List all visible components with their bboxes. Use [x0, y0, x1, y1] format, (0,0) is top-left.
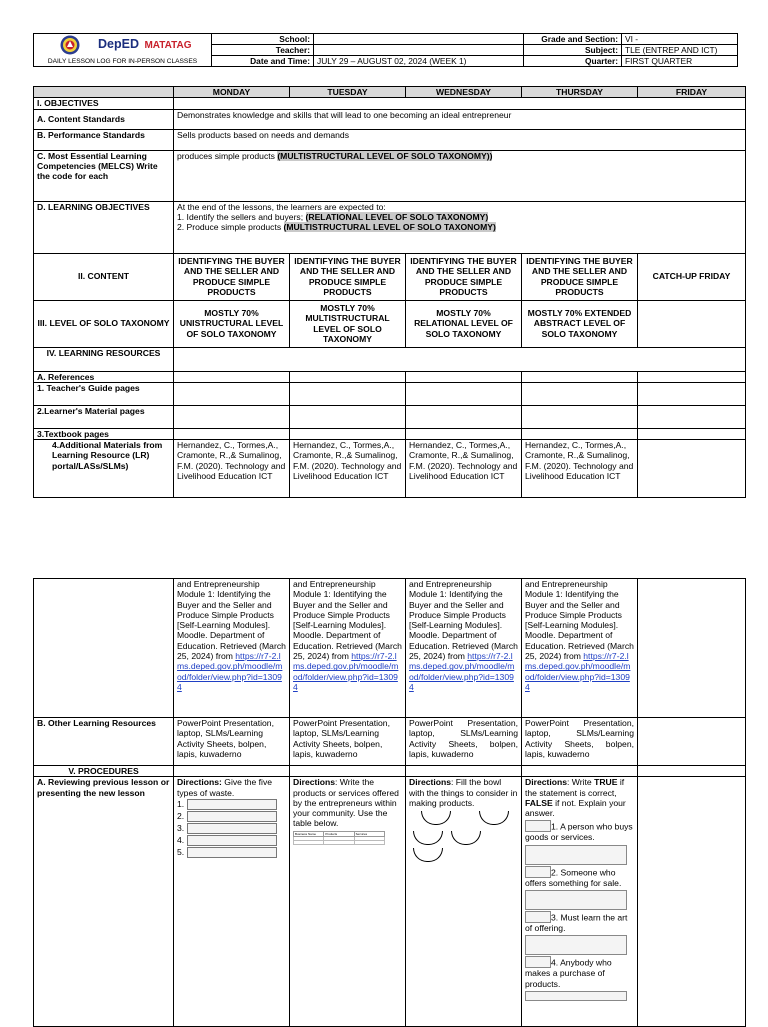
activity-monday: Directions: Give the five types of waste. 1. 2. 3. 4. 5.: [174, 777, 290, 1027]
tf-box-2[interactable]: [525, 866, 551, 878]
ref-link-monday[interactable]: https://r7-2.lms.deped.gov.ph/moodle/mod/folder/view.php?id=13094: [177, 651, 283, 692]
answer-box-5[interactable]: [187, 847, 277, 858]
additional-materials-label: 4.Additional Materials from Learning Resource (LR) portal/LASs/SLMs): [34, 440, 174, 498]
lo1-highlight: (RELATIONAL LEVEL OF SOLO TAXONOMY): [305, 211, 489, 222]
performance-standards: Sells products based on needs and demands: [174, 129, 746, 150]
answer-box-2[interactable]: [187, 811, 277, 822]
bowl-icon: [421, 811, 451, 825]
deped-seal-icon: [60, 35, 80, 55]
solo-wednesday: MOSTLY 70% RELATIONAL LEVEL OF SOLO TAXONOMY: [406, 300, 522, 347]
teacher-value: [314, 45, 524, 56]
content-label: II. CONTENT: [34, 253, 174, 300]
day-thursday: THURSDAY: [522, 87, 638, 98]
day-wednesday: WEDNESDAY: [406, 87, 522, 98]
answer-box-4[interactable]: [187, 835, 277, 846]
content-standards-label: A. Content Standards: [34, 109, 174, 129]
content-monday: IDENTIFYING THE BUYER AND THE SELLER AND PRODUCE SIMPLE PRODUCTS: [174, 253, 290, 300]
col-products: Products: [324, 831, 354, 836]
other-monday: PowerPoint Presentation, laptop, SLMs/Learning Activity Sheets, bolpen, lapis, kuwaderno: [174, 718, 290, 766]
textbook-label: 3.Textbook pages: [34, 428, 174, 439]
tf-box-3[interactable]: [525, 911, 551, 923]
school-label: School:: [212, 34, 314, 45]
lo2-highlight: (MULTISTRUCTURAL LEVEL OF SOLO TAXONOMY): [283, 222, 496, 233]
learning-objectives: At the end of the lessons, the learners are expected to: 1. Identify the sellers and buyers; (RELATIONAL LEVEL OF SOLO TAXONOMY) 2. Produce simple products (MULTISTRUCTURAL LEVEL OF SOLO TAXONOMY): [174, 201, 746, 253]
solo-tuesday: MOSTLY 70% MULTISTRUCTURAL LEVEL OF SOLO TAXONOMY: [290, 300, 406, 347]
bowl-icon: [451, 831, 481, 845]
content-tuesday: IDENTIFYING THE BUYER AND THE SELLER AND PRODUCE SIMPLE PRODUCTS: [290, 253, 406, 300]
solo-thursday: MOSTLY 70% EXTENDED ABSTRACT LEVEL OF SOLO TAXONOMY: [522, 300, 638, 347]
header-table: [33, 33, 738, 67]
procedures-label: V. PROCEDURES: [34, 766, 174, 777]
bowl-icon: [413, 831, 443, 845]
grade-label: Grade and Section:: [524, 34, 622, 45]
bowl-icon: [479, 811, 509, 825]
melcs-highlight: (MULTISTRUCTURAL LEVEL OF SOLO TAXONOMY)): [277, 150, 493, 161]
log-title: DAILY LESSON LOG FOR IN-PERSON CLASSES: [47, 58, 198, 65]
ref-tuesday-part2: and Entrepreneurship Module 1: Identifying the Buyer and the Seller and Produce Simple Products [Self-Learning Modules]. Moodle. Department of Education. Retrieved (March 25, 2024) from https://r7-2.lms.deped.gov.ph/moodle/mod/folder/view.php?id=13094: [290, 579, 406, 718]
col-services: Services: [354, 831, 384, 836]
review-lesson-label: A. Reviewing previous lesson or presenting the new lesson: [34, 777, 174, 1027]
explain-box-2[interactable]: [525, 890, 627, 910]
tf-box-4[interactable]: [525, 956, 551, 968]
performance-standards-label: B. Performance Standards: [34, 129, 174, 150]
explain-box-4[interactable]: [525, 991, 627, 1001]
ref-thursday-part1: Hernandez, C., Tormes,A., Cramonte, R.,& Sumalinog, F.M. (2020). Technology and Livelihood Education ICT: [522, 440, 638, 498]
dll-table-page-1: [33, 86, 746, 498]
school-value: [314, 34, 524, 45]
answer-box-3[interactable]: [187, 823, 277, 834]
col-business-name: Business Name: [294, 831, 324, 836]
bowl-icon: [413, 848, 443, 862]
blank-corner: [34, 87, 174, 98]
answer-box-1[interactable]: [187, 799, 277, 810]
melcs-cell: produces simple products (MULTISTRUCTURAL LEVEL OF SOLO TAXONOMY)): [174, 150, 746, 201]
learning-objectives-label: D. LEARNING OBJECTIVES: [34, 201, 174, 253]
brand-deped: DepED: [98, 37, 139, 51]
logo-block: [34, 34, 212, 67]
objectives-heading: I. OBJECTIVES: [34, 98, 174, 109]
ref-wednesday-part2: and Entrepreneurship Module 1: Identifying the Buyer and the Seller and Produce Simple Products [Self-Learning Modules]. Moodle. Department of Education. Retrieved (March 25, 2024) from https://r7-2.lms.deped.gov.ph/moodle/mod/folder/view.php?id=13094: [406, 579, 522, 718]
content-wednesday: IDENTIFYING THE BUYER AND THE SELLER AND PRODUCE SIMPLE PRODUCTS: [406, 253, 522, 300]
day-monday: MONDAY: [174, 87, 290, 98]
activity-wednesday: Directions: Fill the bowl with the things to consider in making products.: [406, 777, 522, 1027]
activity-thursday: Directions: Write TRUE if the statement is correct, FALSE if not. Explain your answer. 1. A person who buys goods or services. 2. Someone who offers something for sale. 3. Must learn the art of offering. 4. Anybody who makes a purchase of products.: [522, 777, 638, 1027]
day-tuesday: TUESDAY: [290, 87, 406, 98]
other-thursday: PowerPoint Presentation, laptop, SLMs/Learning Activity Sheets, bolpen, lapis, kuwaderno: [522, 718, 638, 766]
ref-monday-part2: and Entrepreneurship Module 1: Identifying the Buyer and the Seller and Produce Simple Products [Self-Learning Modules]. Moodle. Department of Education. Retrieved (March 25, 2024) from https://r7-2.lms.deped.gov.ph/moodle/mod/folder/view.php?id=13094: [174, 579, 290, 718]
tf-box-1[interactable]: [525, 820, 551, 832]
datetime-value: JULY 29 – AUGUST 02, 2024 (WEEK 1): [314, 56, 524, 67]
catch-up-friday: CATCH-UP FRIDAY: [638, 253, 746, 300]
quarter-label: Quarter:: [524, 56, 622, 67]
other-wednesday: PowerPoint Presentation, laptop, SLMs/Learning Activity Sheets, bolpen, lapis, kuwaderno: [406, 718, 522, 766]
brand-matatag: MATATAG: [144, 40, 192, 51]
subject-label: Subject:: [524, 45, 622, 56]
subject-value: TLE (ENTREP AND ICT): [622, 45, 738, 56]
ref-tuesday-part1: Hernandez, C., Tormes,A., Cramonte, R.,& Sumalinog, F.M. (2020). Technology and Livelihood Education ICT: [290, 440, 406, 498]
ref-link-tuesday[interactable]: https://r7-2.lms.deped.gov.ph/moodle/mod/folder/view.php?id=13094: [293, 651, 399, 692]
explain-box-1[interactable]: [525, 845, 627, 865]
content-thursday: IDENTIFYING THE BUYER AND THE SELLER AND PRODUCE SIMPLE PRODUCTS: [522, 253, 638, 300]
dll-table-page-2: [33, 578, 746, 1027]
ref-monday-part1: Hernandez, C., Tormes,A., Cramonte, R.,& Sumalinog, F.M. (2020). Technology and Livelihood Education ICT: [174, 440, 290, 498]
melcs-label: C. Most Essential Learning Competencies (MELCS) Write the code for each: [34, 150, 174, 201]
references-label: A. References: [34, 371, 174, 382]
grade-value: VI -: [622, 34, 738, 45]
content-standards: Demonstrates knowledge and skills that will lead to one becoming an ideal entrepreneur: [174, 109, 746, 129]
other-tuesday: PowerPoint Presentation, laptop, SLMs/Learning Activity Sheets, bolpen, lapis, kuwaderno: [290, 718, 406, 766]
ref-link-wednesday[interactable]: https://r7-2.lms.deped.gov.ph/moodle/mod/folder/view.php?id=13094: [409, 651, 515, 692]
other-resources-label: B. Other Learning Resources: [34, 718, 174, 766]
datetime-label: Date and Time:: [212, 56, 314, 67]
quarter-value: FIRST QUARTER: [622, 56, 738, 67]
learners-material-label: 2.Learner's Material pages: [34, 405, 174, 428]
solo-monday: MOSTLY 70% UNISTRUCTURAL LEVEL OF SOLO TAXONOMY: [174, 300, 290, 347]
activity-tuesday: Directions: Write the products or services offered by the entrepreneurs within your community. Use the table below. Business Name Products Services: [290, 777, 406, 1027]
teachers-guide-label: 1. Teacher's Guide pages: [34, 382, 174, 405]
ref-wednesday-part1: Hernandez, C., Tormes,A., Cramonte, R.,& Sumalinog, F.M. (2020). Technology and Livelihood Education ICT: [406, 440, 522, 498]
ref-link-thursday[interactable]: https://r7-2.lms.deped.gov.ph/moodle/mod/folder/view.php?id=13094: [525, 651, 631, 692]
resources-label: IV. LEARNING RESOURCES: [34, 347, 174, 371]
ref-thursday-part2: and Entrepreneurship Module 1: Identifying the Buyer and the Seller and Produce Simple Products [Self-Learning Modules]. Moodle. Department of Education. Retrieved (March 25, 2024) from https://r7-2.lms.deped.gov.ph/moodle/mod/folder/view.php?id=13094: [522, 579, 638, 718]
solo-label: III. LEVEL OF SOLO TAXONOMY: [34, 300, 174, 347]
explain-box-3[interactable]: [525, 935, 627, 955]
teacher-label: Teacher:: [212, 45, 314, 56]
day-friday: FRIDAY: [638, 87, 746, 98]
business-table: [293, 831, 385, 845]
